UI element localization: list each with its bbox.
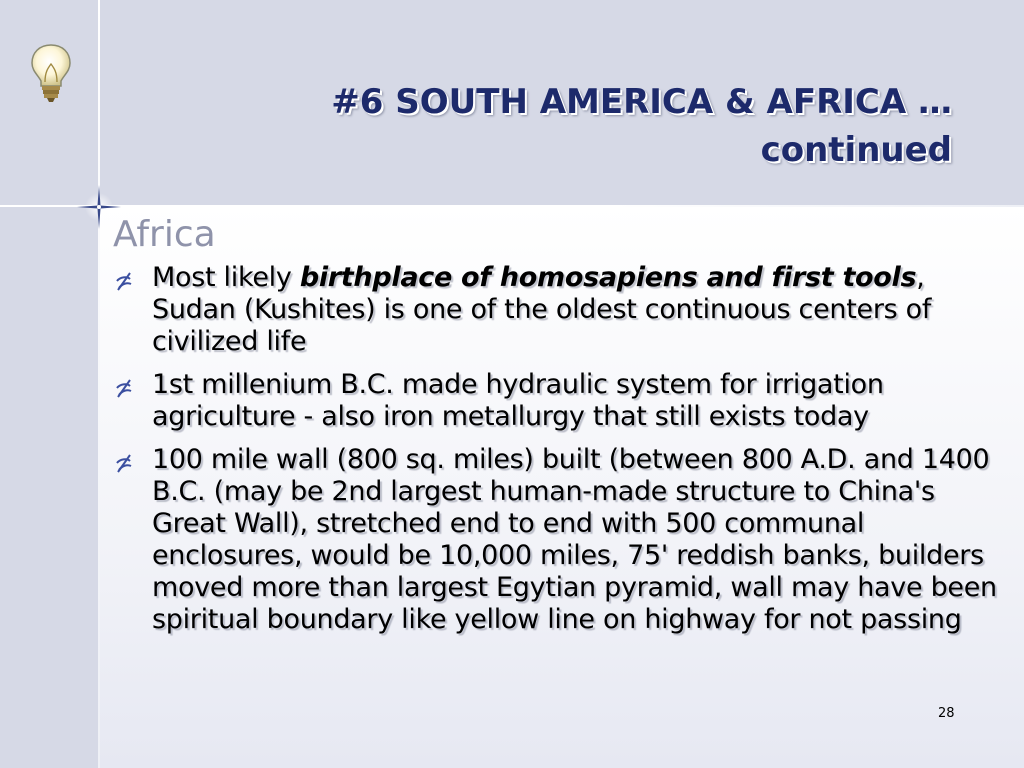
bullet-text: Most likely — [152, 262, 300, 293]
bullet-emphasis: birthplace of homosapiens and first tools — [299, 262, 917, 293]
bullet-item — [113, 262, 1003, 358]
bullet-symbol-icon — [113, 270, 135, 292]
section-heading: Africa — [113, 214, 216, 255]
page-title — [152, 78, 952, 174]
bullet-item — [113, 444, 1003, 636]
lightbulb-icon — [28, 42, 74, 104]
title-line-2: continued — [760, 130, 952, 170]
title-line-1: #6 SOUTH AMERICA & AFRICA … — [331, 82, 952, 122]
bullet-text: 100 mile wall (800 sq. miles) built (between 800 A.D. and 1400 B.C. (may be 2nd largest human-made structure to China's Great Wall), stretched end to end with 500 communal enclosures, would be 10,000 miles, 75' reddish banks, builders moved more than largest Egytian pyramid, wall may have been spiritual boundary like yellow line on highway for not passing — [152, 444, 997, 635]
bullet-symbol-icon — [113, 452, 135, 474]
left-band — [0, 0, 98, 768]
vertical-divider — [98, 0, 100, 768]
bullet-symbol-icon — [113, 377, 135, 399]
bullet-text: , Sudan (Kushites) is one of the oldest continuous centers of civilized life — [152, 262, 932, 357]
bullet-item — [113, 369, 1003, 433]
page-number: 28 — [938, 706, 955, 721]
bullet-list — [113, 262, 1003, 647]
bullet-text: 1st millenium B.C. made hydraulic system for irrigation agriculture - also iron metallurgy that still exists today — [152, 369, 884, 432]
horizontal-divider — [0, 205, 1024, 207]
